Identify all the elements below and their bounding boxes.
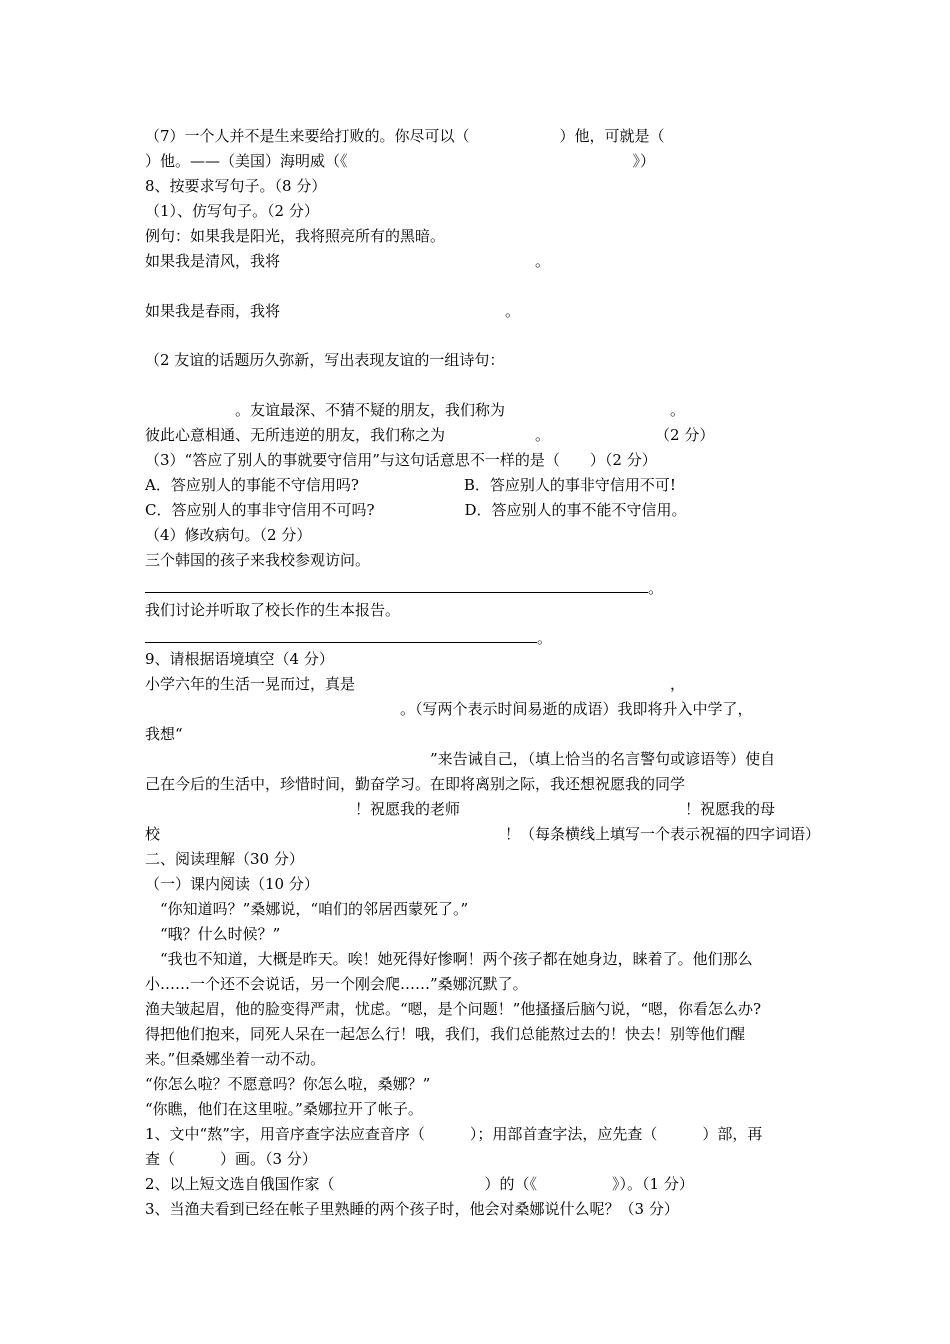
- answer-blank-1[interactable]: [145, 576, 648, 593]
- reading-q2: 2、以上短文选自俄国作家（ ）的（《 》）。（1 分）: [145, 1175, 694, 1193]
- friendship-line-2: 彼此心意相通、无所违逆的朋友，我们称之为 。 （2 分）: [145, 426, 715, 444]
- section-2-heading: 二、阅读理解（30 分）: [145, 850, 304, 868]
- question-8-heading: 8、按要求写句子。（8 分）: [145, 177, 327, 195]
- passage-line-7: 来。”但桑娜坐着一动不动。: [145, 1050, 326, 1068]
- passage-line-2: “哦？什么时候？”: [145, 925, 281, 943]
- question-8-3-heading: （3）“答应了别人的事就要守信用”与这句话意思不一样的是（ ）（2 分）: [145, 451, 657, 469]
- passage-line-8: “你怎么啦？不愿意吗？你怎么啦，桑娜？”: [145, 1075, 431, 1093]
- friendship-prompt: （2 友谊的话题历久弥新，写出表现友谊的一组诗句：: [145, 351, 505, 369]
- passage-line-1: “你知道吗？”桑娜说，“咱们的邻居西蒙死了。”: [145, 900, 469, 918]
- example-sentence: 例句：如果我是阳光，我将照亮所有的黑暗。: [145, 227, 446, 245]
- question-9-line-2: 。（写两个表示时间易逝的成语）我即将升入中学了，: [145, 700, 753, 718]
- question-9-line-1: 小学六年的生活一晃而过，真是 ，: [145, 675, 686, 693]
- passage-line-6: 得把他们抱来，同死人呆在一起怎么行！哦，我们，我们总能熬过去的！快去！别等他们醒: [145, 1025, 746, 1043]
- section-2-1-heading: （一）课内阅读（10 分）: [145, 875, 319, 893]
- passage-line-9: “你瞧，他们在这里啦。”桑娜拉开了帐子。: [145, 1100, 423, 1118]
- reading-q1-line-2: 查（ ）画。（3 分）: [145, 1150, 317, 1168]
- answer-line-1: 。: [145, 576, 663, 598]
- imitation-line-rain: 如果我是春雨，我将 。: [145, 302, 521, 320]
- reading-q3: 3、当渔夫看到已经在帐子里熟睡的两个孩子时，他会对桑娜说什么呢？（3 分）: [145, 1200, 679, 1218]
- options-a-b: A．答应别人的事能不守信用吗? B．答应别人的事非守信用不可!: [145, 476, 676, 494]
- question-7-line-2: ）他。——（美国）海明威（《 》）: [145, 152, 656, 170]
- question-9-line-4: ”来告诫自己，（填上恰当的名言警句或谚语等）使自: [145, 750, 776, 768]
- question-9-line-6: ！祝愿我的老师 ！祝愿我的母: [145, 800, 776, 818]
- question-8-1-heading: （1）、仿写句子。（2 分）: [145, 202, 319, 220]
- passage-line-5: 渔夫皱起眉，他的脸变得严肃，忧虑。“嗯，是个问题！”他搔搔后脑勺说，“嗯，你看怎么办?: [145, 1000, 762, 1018]
- friendship-line-1: 。友谊最深、不猜不疑的朋友，我们称为 。: [145, 401, 686, 419]
- passage-line-3: “我也不知道，大概是昨天。唉！她死得好惨啊！两个孩子都在她身边，睐着了。他们那么: [145, 950, 753, 968]
- question-9-line-7: 校 ！（每条横线上填写一个表示祝福的四字词语）: [145, 825, 821, 843]
- question-8-4-heading: （4）修改病句。（2 分）: [145, 526, 312, 544]
- question-9-line-3: 我想“: [145, 725, 183, 743]
- imitation-line-breeze: 如果我是清风，我将 。: [145, 252, 551, 270]
- passage-line-4: 小……一个还不会说话，另一个刚会爬……”桑娜沉默了。: [145, 975, 528, 993]
- question-9-line-5: 己在今后的生活中，珍惜时间，勤奋学习。在即将离别之际，我还想祝愿我的同学: [145, 775, 686, 793]
- options-c-d: C．答应别人的事非守信用不可吗? D．答应别人的事不能不守信用。: [145, 501, 687, 519]
- answer-blank-2[interactable]: [145, 626, 537, 643]
- faulty-sentence-1: 三个韩国的孩子来我校参观访问。: [145, 551, 371, 569]
- faulty-sentence-2: 我们讨论并听取了校长作的生本报告。: [145, 601, 401, 619]
- question-7-line-1: （7）一个人并不是生来要给打败的。你尽可以（ ）他，可就是（: [145, 127, 665, 145]
- question-9-heading: 9、请根据语境填空（4 分）: [145, 650, 334, 668]
- answer-line-2: 。: [145, 626, 552, 648]
- reading-q1-line-1: 1、文中“熬”字，用音序查字法应查音序（ ）；用部首查字法，应先查（ ）部，再: [145, 1125, 763, 1143]
